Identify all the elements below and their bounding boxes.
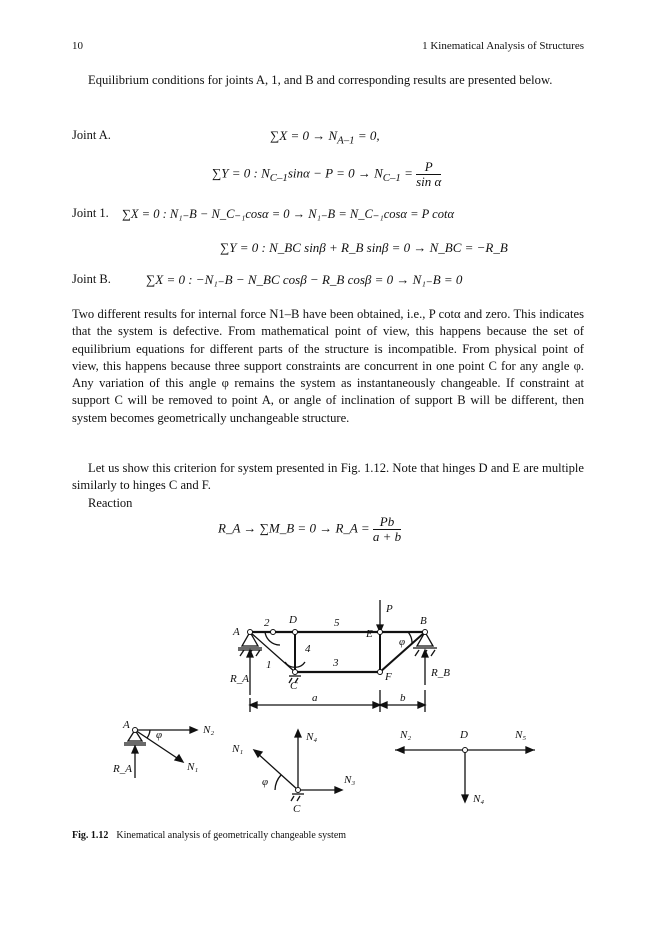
joint-1-label: Joint 1. (72, 206, 109, 220)
label-d: D (289, 614, 297, 626)
caption-text: Kinematical analysis of geometrically changeable system (116, 830, 347, 841)
fbd-a-label-ra: R_A (113, 763, 132, 775)
fbd-d-label-d: D (460, 729, 468, 741)
label-1: 1 (266, 659, 272, 671)
label-dim-a: a (312, 692, 318, 704)
fbd-d-label-n4: N₄ (473, 793, 485, 805)
joint-b-label: Joint B. (72, 272, 111, 286)
label-3: 3 (333, 657, 339, 669)
fbd-a-label-phi: φ (156, 729, 163, 741)
label-a: A (233, 626, 240, 638)
reaction-eq: R_A → ∑M_B = 0 → R_A = $\frac{Pb}{a + b}$ (218, 514, 402, 544)
label-2: 2 (264, 617, 270, 629)
fbd-a-label-n2: N₂ (203, 724, 215, 736)
label-c: C (290, 680, 298, 692)
label-4: 4 (305, 643, 311, 655)
joint-b-eq: ∑X = 0 : −N₁₋B − N_BC cosβ − R_B cosβ = 0 → N₁₋B = 0 (146, 272, 463, 287)
figure-caption (72, 830, 346, 841)
joint-a-eq2: ∑Y = 0 : $N_{C-1}\sin\alpha - P = 0 \to N_{C-1}$ = $\frac{P}{\text{sin α}}$ (212, 159, 442, 189)
fbd-c-label-c: C (293, 803, 301, 815)
page-number: 10 (72, 40, 83, 52)
label-b: B (420, 615, 427, 627)
label-ra: R_A (230, 673, 249, 685)
joint-1-eq2: ∑Y = 0 : N_BC sinβ + R_B sinβ = 0 → N_BC = −R_B (220, 240, 508, 255)
paragraph-criterion: Let us show this criterion for system presented in Fig. 1.12. Note that hinges D and E are multiple similarly to hinges C and F. (72, 461, 584, 493)
label-f: F (385, 671, 392, 683)
fbd-c-label-phi: φ (262, 776, 269, 788)
joint-a-label: Joint A. (72, 128, 111, 142)
fbd-c-label-n1: N₁ (232, 743, 244, 755)
label-e: E (366, 628, 373, 640)
intro-paragraph: Equilibrium conditions for joints A, 1, and B and corresponding results are presented below. (88, 73, 553, 87)
figure-1-12 (0, 590, 650, 825)
running-title: 1 Kinematical Analysis of Structures (422, 40, 584, 52)
fbd-d-label-n5: N₅ (515, 729, 527, 741)
reaction-label: Reaction (88, 496, 133, 510)
fbd-c-label-n4: N₄ (306, 731, 318, 743)
caption-number: Fig. 1.12 (72, 830, 109, 841)
label-phi: φ (399, 636, 406, 648)
joint-a-eq1: $\sum X = 0 \to N_{A-1} = 0$, (270, 128, 380, 147)
label-dim-b: b (400, 692, 406, 704)
paragraph-defective: Two different results for internal force N1–B have been obtained, i.e., P cotα and zero. This indicates that the system is defective. From mathematical point of view, this happens because the set of equilibrium equations for different parts of the structure is incompatible. From physical point of view, this happens because three support constraints are concurrent in one point C for any angle φ. Any variation of this angle φ remains the system as instantaneously changeable. If constraint at support C will be removed to point A, or angle of inclination of support B will be different, then system becomes geometrically unchangeable structure. (72, 307, 584, 425)
fbd-d-label-n2: N₂ (400, 729, 412, 741)
label-rb: R_B (431, 667, 450, 679)
label-p: P (386, 603, 393, 615)
joint-1-eq1: ∑X = 0 : N₁₋B − N_C₋₁cosα = 0 → N₁₋B = N_C₋₁cosα = P cotα (122, 207, 455, 221)
fbd-c-label-n3: N₃ (344, 774, 356, 786)
fbd-a-label-n1: N₁ (187, 761, 199, 773)
label-5: 5 (334, 617, 340, 629)
fbd-a-label-a: A (123, 719, 130, 731)
